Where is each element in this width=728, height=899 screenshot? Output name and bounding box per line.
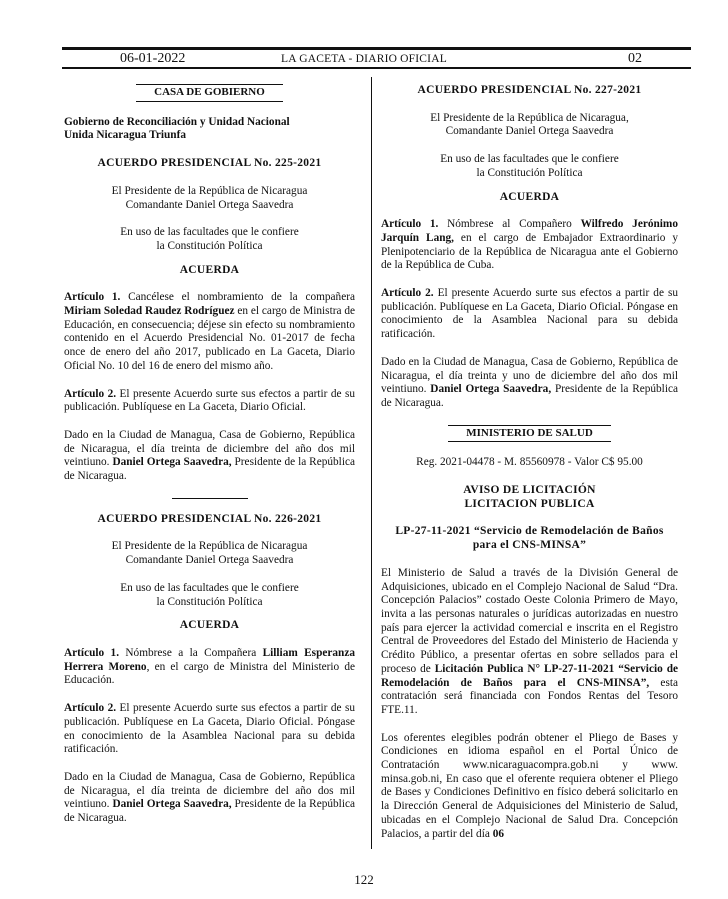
left-column	[64, 84, 355, 826]
licitacion-title-2: para el CNS-MINSA”	[472, 539, 587, 552]
acuerdo-226-comandante: Comandante Daniel Ortega Saavedra	[125, 554, 294, 567]
footer-page-number: 122	[354, 872, 374, 887]
acuerdo-225-articulo-2: Artículo 2. El presente Acuerdo surte sus efectos a partir de su publicación. Publíquese en La Gaceta, Diario Oficial.	[64, 387, 355, 414]
acuerdo-227-acuerda: ACUERDA	[499, 190, 560, 203]
acuerdo-226-articulo-1: Artículo 1. Nómbrese a la Compañera Lilliam Esperanza Herrera Moreno, en el cargo de Ministra del Ministerio de Educación.	[64, 646, 356, 687]
acuerdo-227-articulo-1: Artículo 1. Nómbrese al Compañero Wilfredo Jerónimo Jarquín Lang, en el cargo de Embajador Extraordinario y Plenipotenciario de la República de Nicaragua ante el Gobierno de la República de Cuba.	[381, 218, 679, 272]
acuerdo-225-acuerda: ACUERDA	[179, 263, 240, 276]
acuerdo-225-constitucion: la Constitución Política	[156, 239, 263, 252]
acuerdo-226-articulo-2: Artículo 2. El presente Acuerdo surte sus efectos a partir de su publicación. Publíquese en La Gaceta, Diario Oficial. Póngase en conocimiento de la Asamblea Nacional para su debida ratificación.	[64, 702, 355, 756]
acuerdo-226-constitucion: la Constitución Política	[156, 595, 263, 608]
licitacion-paragraph-1: El Ministerio de Salud a través de la División General de Adquisiciones, ubicado en el Complejo Nacional de Salud “Dra. Concepción Palacios” costado Oeste Colonia Primero de Mayo, invita a las personas naturales o jurídicas autorizadas en nuestro país para ejercer la actividad comercial e inscrita en el Registro Central de Proveedores del Estado del Ministerio de Hacienda y Crédito Público, a presentar ofertas en sobre sellados para el proceso de Licitación Publica N° LP-27-11-2021 “Servicio de Remodelación de Baños para el CNS-MINSA”, esta contratación será financiada con Fondos Rentas del Tesoro FTE.11.	[381, 566, 678, 716]
right-column	[381, 84, 678, 841]
section-title-ministerio-de-salud: MINISTERIO DE SALUD	[448, 425, 611, 443]
acuerdo-226-acuerda: ACUERDA	[179, 619, 240, 632]
acuerdo-225-president: El Presidente de la República de Nicaragua	[111, 184, 308, 197]
acuerdo-227-comandante: Comandante Daniel Ortega Saavedra	[445, 125, 614, 138]
acuerdo-227-dado: Dado en la Ciudad de Managua, Casa de Gobierno, República de Nicaragua, el día treinta y uno de diciembre del año dos mil veintiuno. Daniel Ortega Saavedra, Presidente de la República de Nicaragua.	[381, 355, 678, 409]
header-date: 06-01-2022	[120, 51, 186, 66]
header-bottom-rule	[62, 67, 691, 69]
gov-line-1: Gobierno de Reconciliación y Unidad Nacional	[64, 115, 290, 128]
acuerdo-225-articulo-1: Artículo 1. Cancélese el nombramiento de la compañera Miriam Soledad Raudez Rodríguez en el cargo de Ministra de Educación, en consecuencia; déjese sin efecto su nombramiento contenido en el Acuerdo Presidencial No. 01-2017 de fecha once de enero del año 2017, publicado en La Gaceta, Diario Oficial No. 10 del 16 de enero del mismo año.	[64, 291, 356, 372]
acuerdo-227-articulo-2: Artículo 2. El presente Acuerdo surte sus efectos a partir de su publicación. Publíquese en La Gaceta, Diario Oficial. Póngase en conocimiento de la Asamblea Nacional para su debida ratificación.	[381, 287, 678, 341]
registration-line: Reg. 2021-04478 - M. 85560978 - Valor C$ 95.00	[416, 456, 643, 469]
acuerdo-225-title: ACUERDO PRESIDENCIAL No. 225-2021	[97, 157, 322, 170]
acuerdo-226-president: El Presidente de la República de Nicaragua	[111, 540, 308, 553]
licitacion-paragraph-2: Los oferentes elegibles podrán obtener el Pliego de Bases y Condiciones en idioma español en el Portal Único de Contratación www.nicaraguacompra.gob.ni y www. minsa.gob.ni, En caso que el oferente requiera obtener el Pliego de Bases y Condiciones Definitivo en físico deberá solicitarlo en la Dirección General de Adquisiciones del Ministerio de Salud, ubicadas en el Complejo Nacional de Salud Dra. Concepción Palacios, a partir del día 06	[381, 731, 678, 840]
acuerdo-227-title: ACUERDO PRESIDENCIAL No. 227-2021	[417, 84, 642, 96]
header-title: LA GACETA - DIARIO OFICIAL	[281, 53, 447, 65]
acuerdo-225-uso: En uso de las facultades que le confiere	[120, 226, 299, 239]
header-page-number: 02	[628, 51, 642, 66]
aviso-subtitle: LICITACION PUBLICA	[464, 497, 595, 510]
section-title-casa-de-gobierno: CASA DE GOBIERNO	[136, 84, 283, 102]
column-divider	[371, 77, 372, 849]
acuerdo-227-constitucion: la Constitución Política	[476, 166, 583, 179]
aviso-title: AVISO DE LICITACIÓN	[463, 484, 596, 497]
header-top-rule	[62, 47, 691, 50]
acuerdo-227-uso: En uso de las facultades que le confiere	[440, 153, 619, 166]
acuerdo-225-dado: Dado en la Ciudad de Managua, Casa de Gobierno, República de Nicaragua, el día treinta de diciembre del año dos mil veintiuno. Daniel Ortega Saavedra, Presidente de la República de Nicaragua.	[64, 428, 355, 483]
acuerdo-226-title: ACUERDO PRESIDENCIAL No. 226-2021	[97, 512, 322, 525]
acuerdo-226-uso: En uso de las facultades que le confiere	[120, 581, 299, 594]
licitacion-title-1: LP-27-11-2021 “Servicio de Remodelación de Baños	[395, 525, 664, 538]
gov-line-2: Unida Nicaragua Triunfa	[64, 129, 186, 142]
acuerdo-226-dado: Dado en la Ciudad de Managua, Casa de Gobierno, República de Nicaragua, el día treinta de diciembre del año dos mil veintiuno. Daniel Ortega Saavedra, Presidente de la República de Nicaragua.	[64, 770, 355, 825]
acuerdo-225-comandante: Comandante Daniel Ortega Saavedra	[125, 198, 294, 211]
acuerdo-227-president: El Presidente de la República de Nicaragua,	[430, 111, 629, 124]
